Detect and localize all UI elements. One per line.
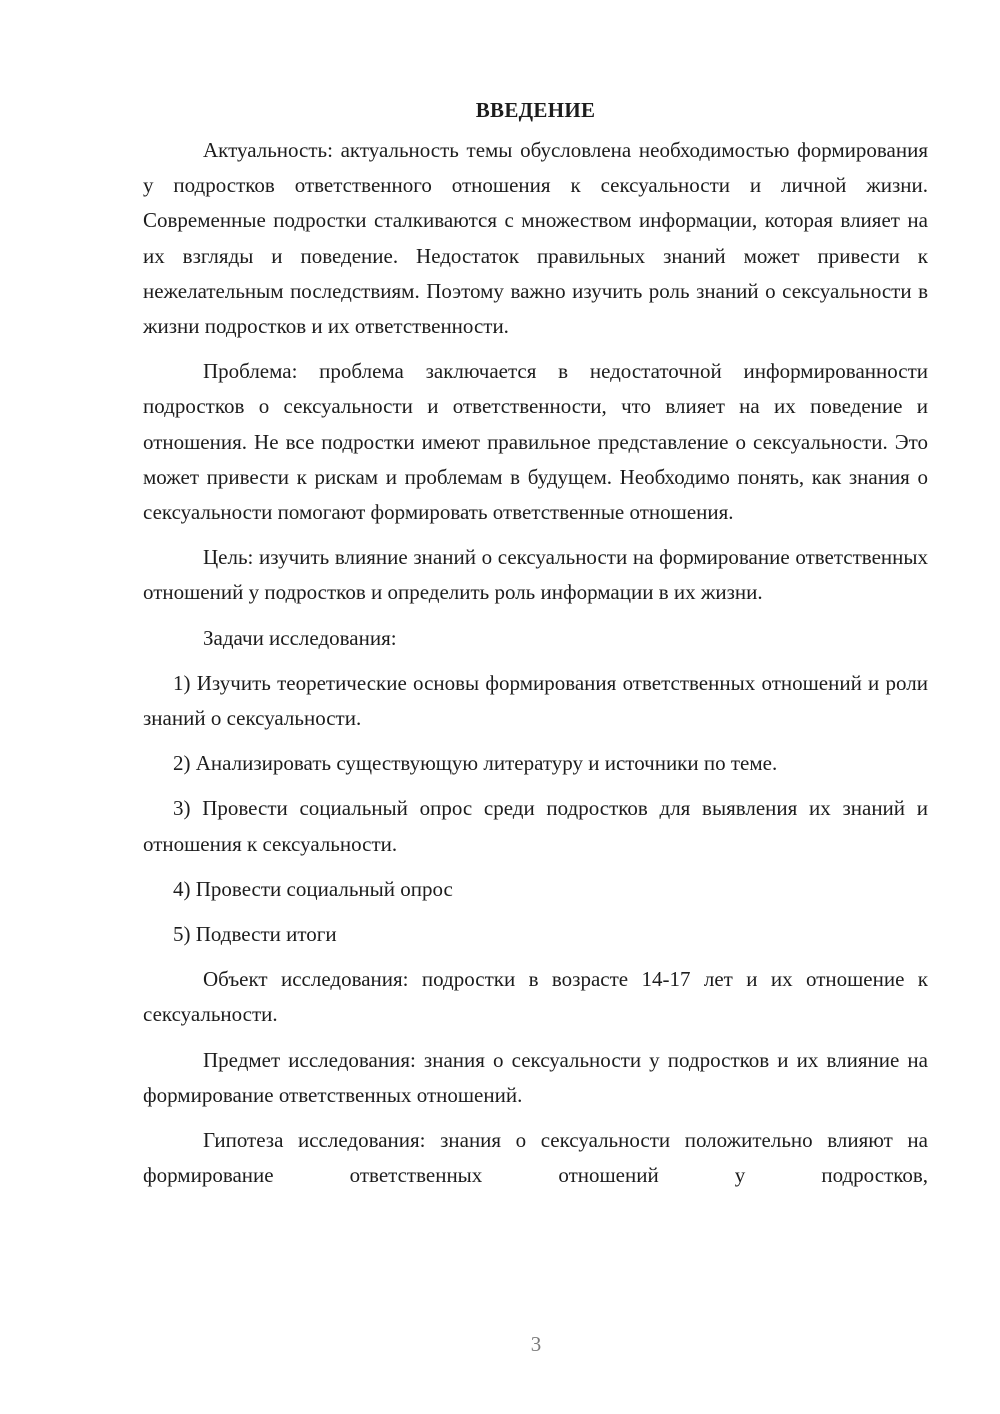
paragraph-subject: Предмет исследования: знания о сексуальности у подростков и их влияние на формирование ответственных отношений.	[143, 1047, 928, 1107]
task-item-2: 2) Анализировать существующую литературу и источники по теме.	[173, 751, 778, 776]
page-content	[143, 95, 928, 1203]
paragraph-problem: Проблема: проблема заключается в недостаточной информированности подростков о сексуальности и ответственности, что влияет на их поведение и отношения. Не все подростки имеют правильное представление о сексуальности. Это может привести к рискам и проблемам в будущем. Необходимо понять, как знания о сексуальности помогают формировать ответственные отношения.	[143, 359, 928, 525]
task-item-1: 1) Изучить теоретические основы формирования ответственных отношений и роли знаний о сексуальности.	[143, 670, 928, 731]
tasks-title: Задачи исследования:	[203, 625, 397, 650]
paragraph-goal: Цель: изучить влияние знаний о сексуальности на формирование ответственных отношений у подростков и определить роль информации в их жизни.	[143, 545, 928, 605]
task-item-3: 3) Провести социальный опрос среди подростков для выявления их знаний и отношения к сексуальности.	[143, 796, 928, 856]
paragraph-relevance: Актуальность: актуальность темы обусловлена необходимостью формирования у подростков ответственного отношения к сексуальности и личной жизни. Современные подростки сталкиваются с множеством информации, которая влияет на их взгляды и поведение. Недостаток правильных знаний может привести к нежелательным последствиям. Поэтому важно изучить роль знаний о сексуальности в жизни подростков и их ответственности.	[143, 138, 928, 339]
task-item-4: 4) Провести социальный опрос	[173, 876, 453, 901]
task-item-5: 5) Подвести итоги	[173, 922, 337, 947]
section-heading: ВВЕДЕНИЕ	[475, 98, 596, 122]
paragraph-object: Объект исследования: подростки в возрасте 14-17 лет и их отношение к сексуальности.	[143, 967, 928, 1027]
page-number: 3	[530, 1332, 542, 1356]
paragraph-hypothesis: Гипотеза исследования: знания о сексуальности положительно влияют на формирование ответственных отношений у подростков,	[143, 1128, 928, 1188]
